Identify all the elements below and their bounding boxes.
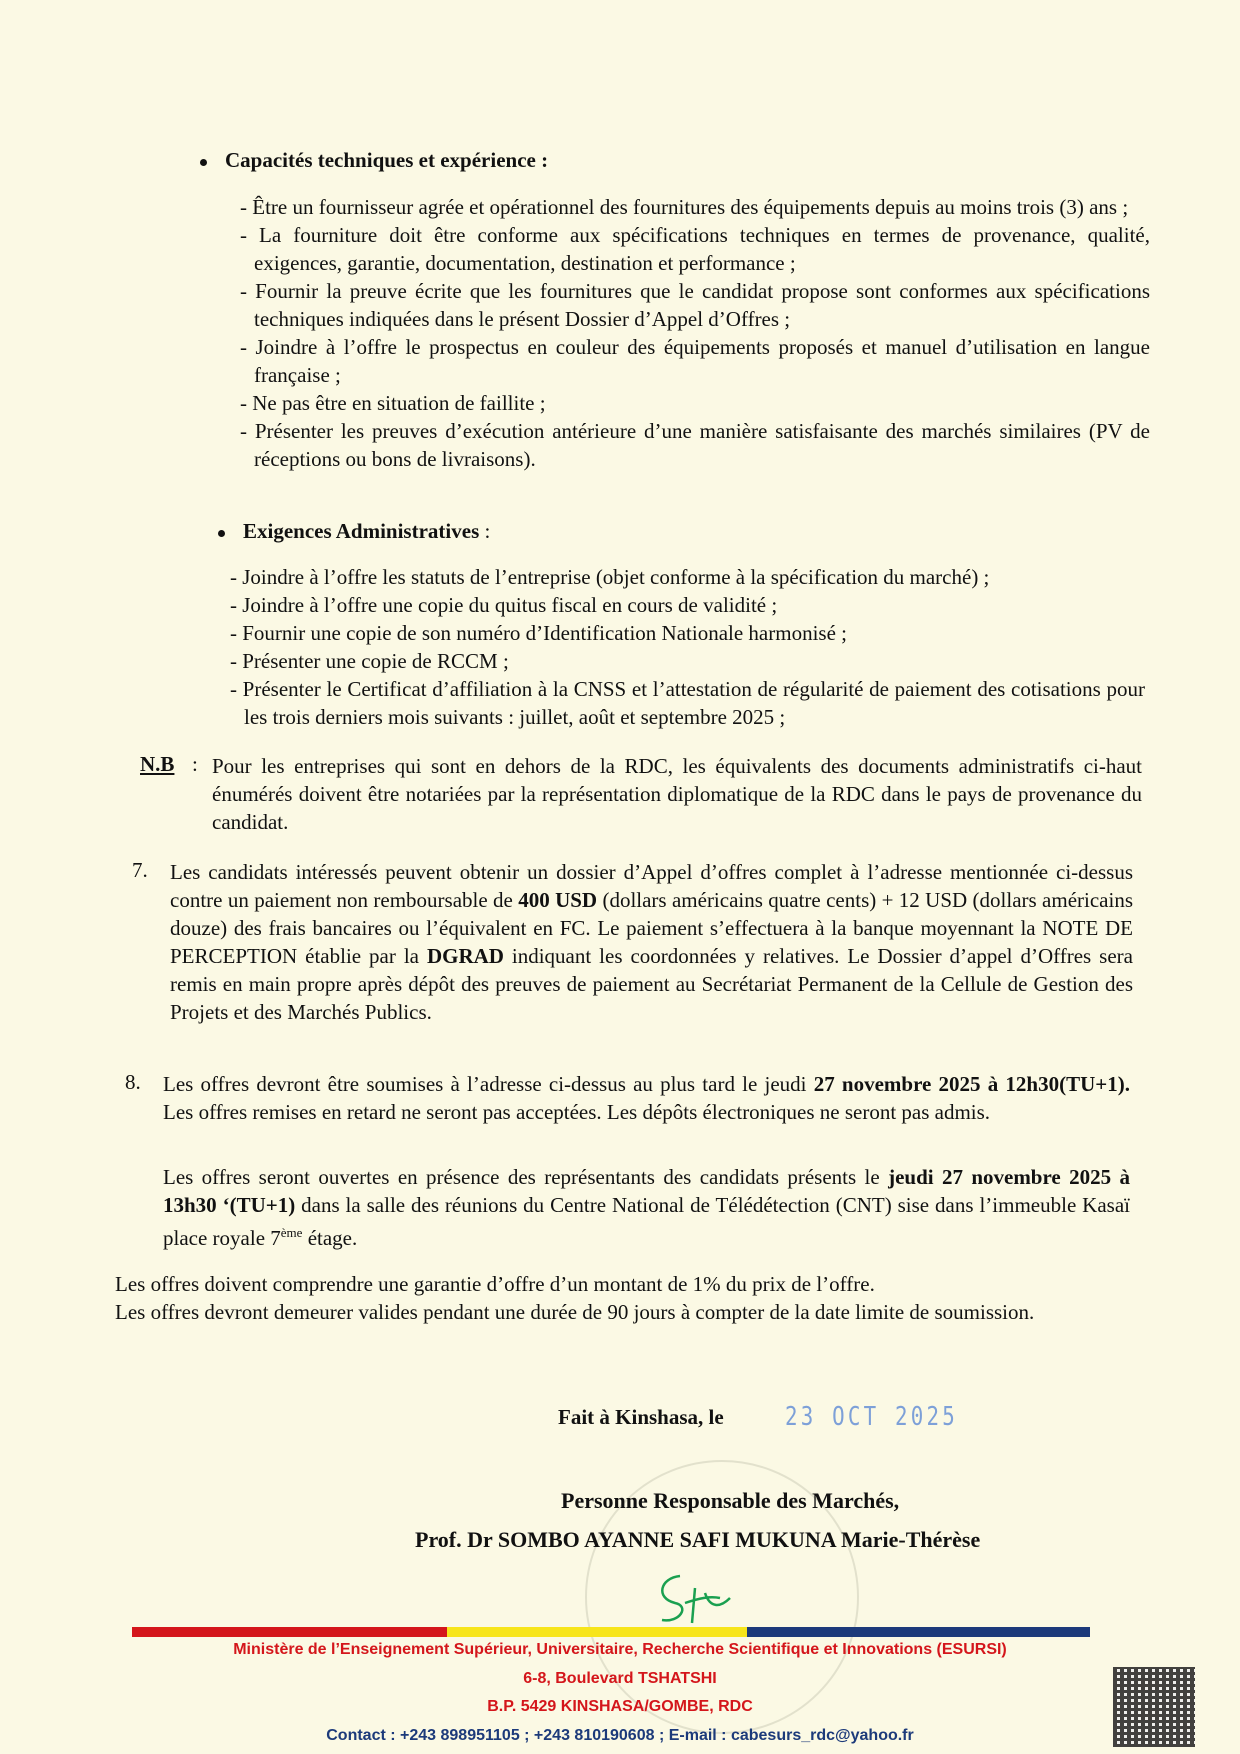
opening-date: jeudi 27 novembre 2025 à 13h30 ‘(TU+1) [163,1165,1130,1217]
item-number: 7. [132,858,148,882]
nb-text: Pour les entreprises qui sont en dehors de la RDC, les équivalents des documents administratifs ci-haut énumérés doivent être notariées par la représentation diplomatique de la RDC dans le pays de provenance du candidat. [212,754,1142,834]
closing-line: Les offres devront demeurer valides pendant une durée de 90 jours à compter de la date limite de soumission. [115,1300,1035,1324]
list-item: - Joindre à l’offre les statuts de l’entreprise (objet conforme à la spécification du marché) ; [230,565,990,589]
footer-po-box: B.P. 5429 KINSHASA/GOMBE, RDC [487,1698,753,1715]
list-item: - Joindre à l’offre une copie du quitus fiscal en cours de validité ; [230,593,778,617]
date-stamp: 23 OCT 2025 [785,1402,958,1432]
agency: DGRAD [426,944,504,968]
heading-technical [200,148,548,173]
flag-bar-blue [747,1627,1090,1637]
text: dans la salle des réunions du Centre National de Télédétection (CNT) sise dans l’immeuble Kasaï place royale 7 [163,1193,1130,1250]
deadline: 27 novembre 2025 à 12h30(TU+1). [813,1072,1130,1096]
signatory-role: Personne Responsable des Marchés, [561,1488,900,1513]
signature-mark [650,1568,740,1628]
heading-admin [218,519,490,544]
text: Les offres devront être soumises à l’adresse ci-dessus au plus tard le jeudi [163,1072,814,1096]
place-date: Fait à Kinshasa, le [558,1405,724,1429]
text: (dollars américains quatre cents) + 12 USD (dollars américains douze) des frais bancaires ou l’équivalent en FC. Le paiement s’effectuera à la banque moyennant la NOTE DE PERCEPTION établie par la [170,888,1134,968]
item-number: 8. [125,1070,141,1094]
list-item: - Présenter le Certificat d’affiliation à la CNSS et l’attestation de régularité de paiement des cotisations pour les trois derniers mois suivants : juillet, août et septembre 2025 ; [230,677,1145,729]
heading-text: Capacités techniques et expérience : [225,148,549,172]
bullet-icon [218,530,225,537]
heading-text: Exigences Administratives [243,519,480,543]
text: Les offres seront ouvertes en présence des représentants des candidats présents le [163,1165,889,1189]
paragraph-8 [163,1070,1130,1126]
closing-line: Les offres doivent comprendre une garantie d’offre d’un montant de 1% du prix de l’offre. [115,1272,875,1296]
paragraph-opening [163,1163,1130,1252]
list-item: - Joindre à l’offre le prospectus en couleur des équipements proposés et manuel d’utilisation en langue française ; [240,335,1150,387]
flag-bar-yellow [447,1627,747,1637]
list-item: - La fourniture doit être conforme aux spécifications techniques en termes de provenance, qualité, exigences, garantie, documentation, destination et performance ; [240,223,1150,275]
list-item: - Fournir une copie de son numéro d’Identification Nationale harmonisé ; [230,621,847,645]
list-item: - Être un fournisseur agrée et opérationnel des fournitures des équipements depuis au moins trois (3) ans ; [240,195,1129,219]
text: étage. [302,1226,358,1250]
footer-contact: Contact : +243 898951105 ; +243 810190608 ; E-mail : cabesurs_rdc@yahoo.fr [326,1727,914,1744]
closing [115,1270,1130,1326]
list-item: - Présenter une copie de RCCM ; [230,649,509,673]
bullet-icon [200,159,207,166]
list-item: - Fournir la preuve écrite que les fournitures que le candidat propose sont conformes aux spécifications techniques indiquées dans le présent Dossier d’Appel d’Offres ; [240,279,1150,331]
admin-list [230,563,1145,731]
superscript: ème [280,1225,303,1240]
flag-bar-red [132,1627,447,1637]
technical-list [240,193,1150,473]
nb-label: N.B [140,752,175,776]
price: 400 USD [518,888,598,912]
text: indiquant les coordonnées y relatives. Le Dossier d’appel d’Offres sera remis en main propre après dépôt des preuves de paiement au Secrétariat Permanent de la Cellule de Gestion des Projets et des Marchés Publics. [170,944,1133,1024]
list-item: - Présenter les preuves d’exécution antérieure d’une manière satisfaisante des marchés similaires (PV de réceptions ou bons de livraisons). [240,419,1150,471]
text: Les candidats intéressés peuvent obtenir un dossier d’Appel d’offres complet à l’adresse mentionnée ci-dessus contre un paiement non remboursable de [170,860,1133,912]
signatory-name: Prof. Dr SOMBO AYANNE SAFI MUKUNA Marie-Thérèse [415,1527,981,1552]
footer-ministry: Ministère de l’Enseignement Supérieur, Universitaire, Recherche Scientifique et Innovations (ESURSI) [233,1641,1007,1658]
paragraph-7 [170,858,1133,1026]
text: Les offres remises en retard ne seront pas acceptées. Les dépôts électroniques ne seront pas admis. [163,1100,991,1124]
nb-colon: : [192,752,198,776]
list-item: - Ne pas être en situation de faillite ; [240,391,546,415]
heading-suffix: : [479,519,491,543]
footer-address: 6-8, Boulevard TSHATSHI [523,1670,717,1687]
qr-code [1113,1667,1195,1747]
